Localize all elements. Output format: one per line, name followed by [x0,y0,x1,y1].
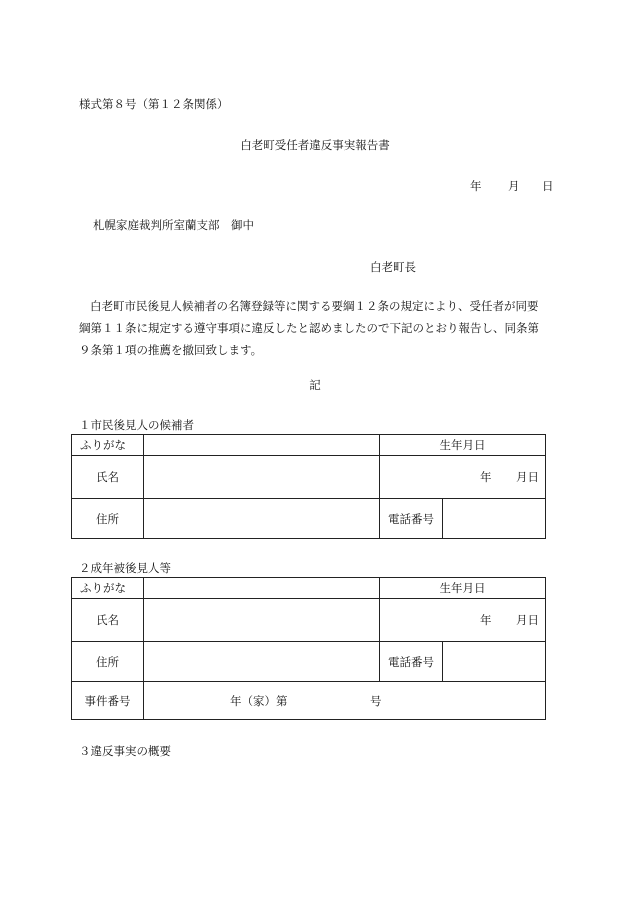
ki-heading: 記 [309,378,321,392]
date-month-label: 月 [508,179,520,193]
phone-label: 電話番号 [380,642,443,682]
furigana-label: ふりがな [72,435,144,456]
section1-title: １市民後見人の候補者 [79,418,194,432]
phone-field[interactable] [443,642,546,682]
birthdate-label: 生年月日 [380,578,546,599]
birthdate-field[interactable] [380,456,546,499]
section2-title: ２成年被後見人等 [79,561,171,575]
report-date [470,178,554,194]
address-field[interactable] [144,642,380,682]
case-number-field[interactable] [144,682,546,720]
furigana-field[interactable] [144,435,380,456]
section3-title: ３違反事実の概要 [79,744,171,758]
name-label: 氏名 [72,599,144,642]
name-label: 氏名 [72,456,144,499]
recipient: 札幌家庭裁判所室蘭支部 御中 [93,218,254,232]
body-line-2: 綱第１１条に規定する遵守事項に違反したと認めましたので下記のとおり報告し、同条第 [79,321,539,335]
address-label: 住所 [72,642,144,682]
birth-year-label: 年 [480,470,492,484]
phone-field[interactable] [443,499,546,539]
section1-table [71,434,546,539]
section2-table [71,577,546,720]
case-number-label: 事件番号 [72,682,144,720]
phone-label: 電話番号 [380,499,443,539]
case-number-suffix: 号 [370,693,382,708]
birth-day-label: 日 [527,613,539,627]
document-title: 白老町受任者違反事実報告書 [240,138,390,152]
furigana-label: ふりがな [72,578,144,599]
birth-month-label: 月 [516,470,528,484]
body-line-3: ９条第１項の推薦を撤回致します。 [79,343,263,357]
birth-month-label: 月 [516,613,528,627]
date-year-label: 年 [470,179,482,193]
name-field[interactable] [144,456,380,499]
report-body [79,295,557,361]
birthdate-label: 生年月日 [380,435,546,456]
birth-day-label: 日 [527,470,539,484]
birthdate-field[interactable] [380,599,546,642]
form-number: 様式第８号（第１２条関係） [79,97,229,111]
case-year-text: 年（家）第 [230,693,288,708]
body-line-1: 白老町市民後見人候補者の名簿登録等に関する要綱１２条の規定により、受任者が同要 [90,299,539,313]
furigana-field[interactable] [144,578,380,599]
address-label: 住所 [72,499,144,539]
address-field[interactable] [144,499,380,539]
name-field[interactable] [144,599,380,642]
birth-year-label: 年 [480,613,492,627]
date-day-label: 日 [542,179,554,193]
sender: 白老町長 [370,260,416,274]
